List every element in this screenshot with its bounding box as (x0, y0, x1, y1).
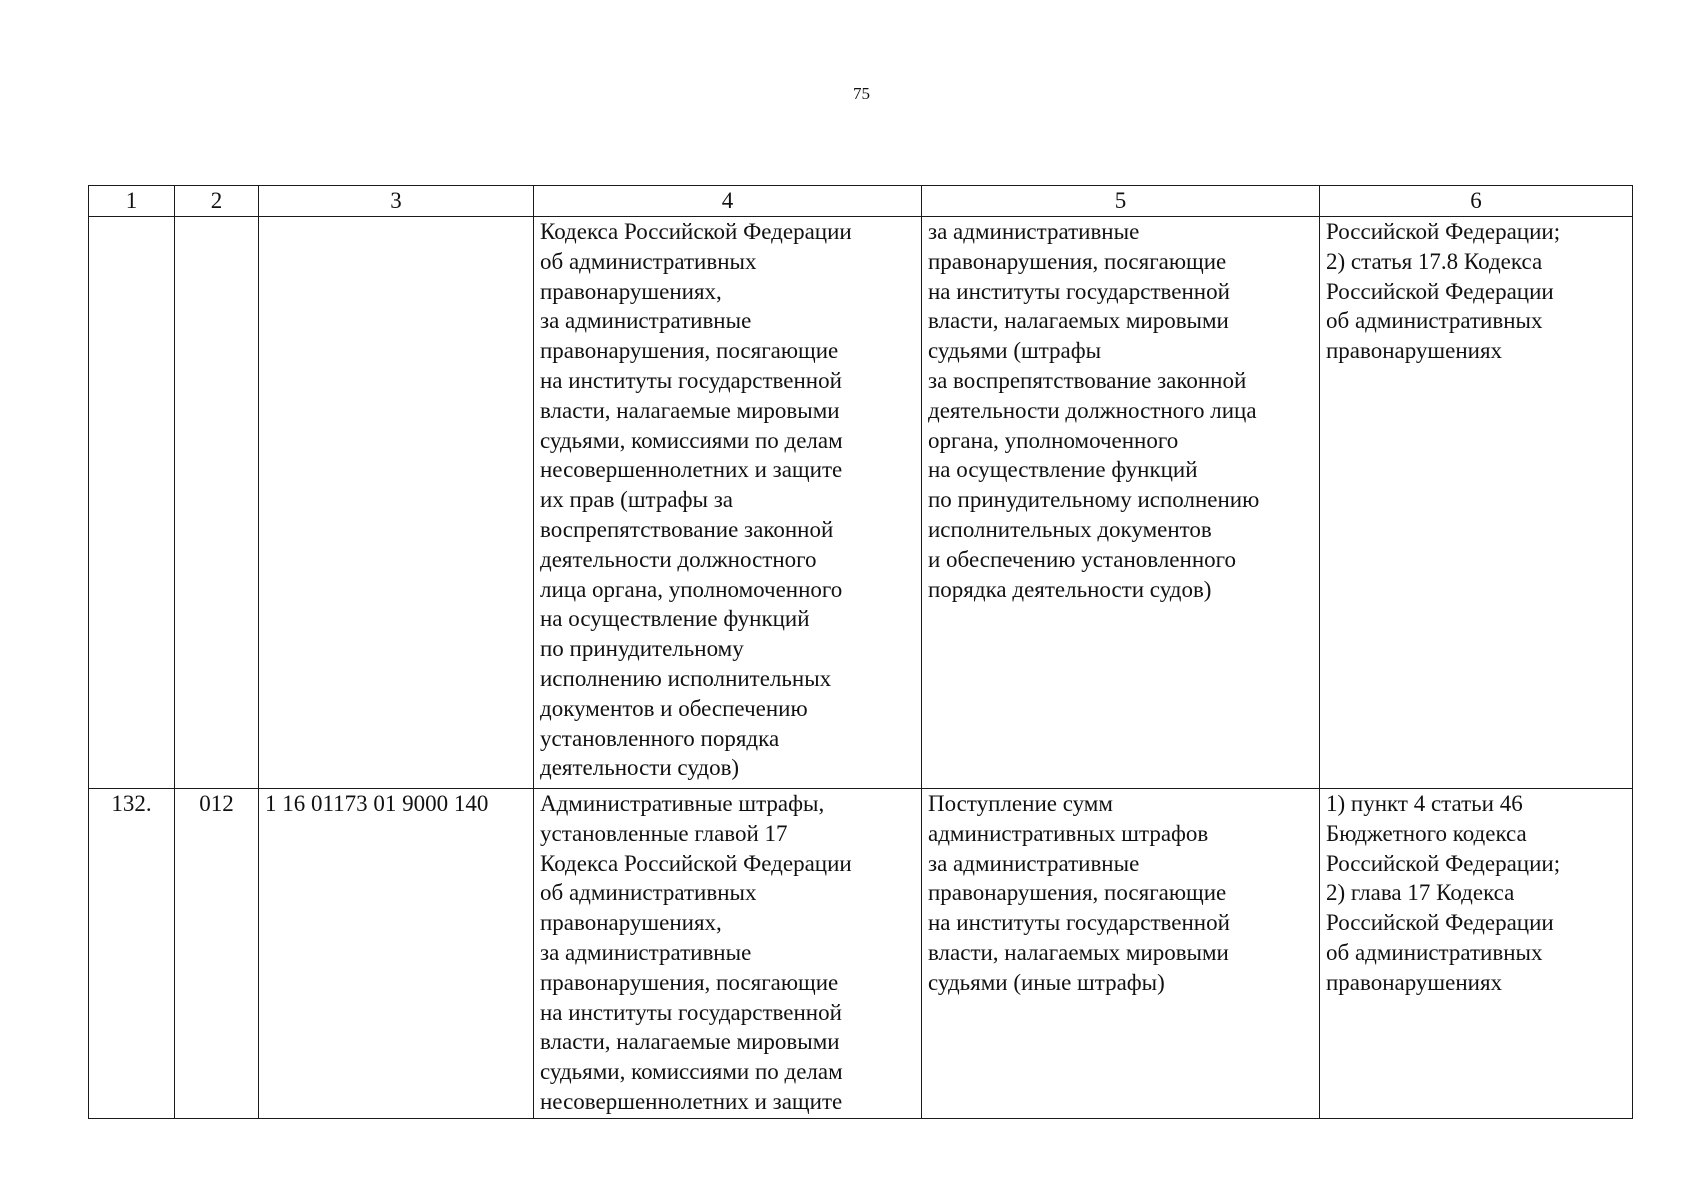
budget-code-cell: 1 16 01173 01 9000 140 (259, 789, 534, 1119)
header-row (89, 186, 1633, 217)
row-number-cell (89, 217, 175, 789)
income-description-cell: Поступление сумм административных штрафов за административные правонарушения, посягающие на институты государственной власти, налагаемых мировыми судьями (иные штрафы) (922, 789, 1320, 1119)
column-header-4: 4 (534, 186, 922, 217)
legal-basis-cell: Российской Федерации; 2) статья 17.8 Кодекса Российской Федерации об административных правонарушениях (1320, 217, 1633, 789)
row-number-cell: 132. (89, 789, 175, 1119)
page-number: 75 (853, 84, 870, 103)
column-header-1: 1 (89, 186, 175, 217)
column-header-6: 6 (1320, 186, 1633, 217)
budget-code-cell (259, 217, 534, 789)
table-header (89, 186, 1633, 217)
legal-basis-cell: 1) пункт 4 статьи 46 Бюджетного кодекса Российской Федерации; 2) глава 17 Кодекса Российской Федерации об административных правонарушениях (1320, 789, 1633, 1119)
revenue-codes-table (88, 185, 1633, 1119)
income-name-cell: Административные штрафы, установленные главой 17 Кодекса Российской Федерации об административных правонарушениях, за административные правонарушения, посягающие на институты государственной власти, налагаемые мировыми судьями, комиссиями по делам несовершеннолетних и защите (534, 789, 922, 1119)
table-body (89, 217, 1633, 1119)
table-row (89, 789, 1633, 1119)
column-header-3: 3 (259, 186, 534, 217)
income-name-cell: Кодекса Российской Федерации об административных правонарушениях, за административные правонарушения, посягающие на институты государственной власти, налагаемые мировыми судьями, комиссиями по делам несовершеннолетних и защите их прав (штрафы за воспрепятствование законной деятельности должностного лица органа, уполномоченного на осуществление функций по принудительному исполнению исполнительных документов и обеспечению установленного порядка деятельности судов) (534, 217, 922, 789)
income-description-cell: за административные правонарушения, посягающие на институты государственной власти, налагаемых мировыми судьями (штрафы за воспрепятствование законной деятельности должностного лица органа, уполномоченного на осуществление функций по принудительному исполнению исполнительных документов и обеспечению установленного порядка деятельности судов) (922, 217, 1320, 789)
column-header-5: 5 (922, 186, 1320, 217)
table-row (89, 217, 1633, 789)
admin-code-cell: 012 (175, 789, 259, 1119)
column-header-2: 2 (175, 186, 259, 217)
admin-code-cell (175, 217, 259, 789)
